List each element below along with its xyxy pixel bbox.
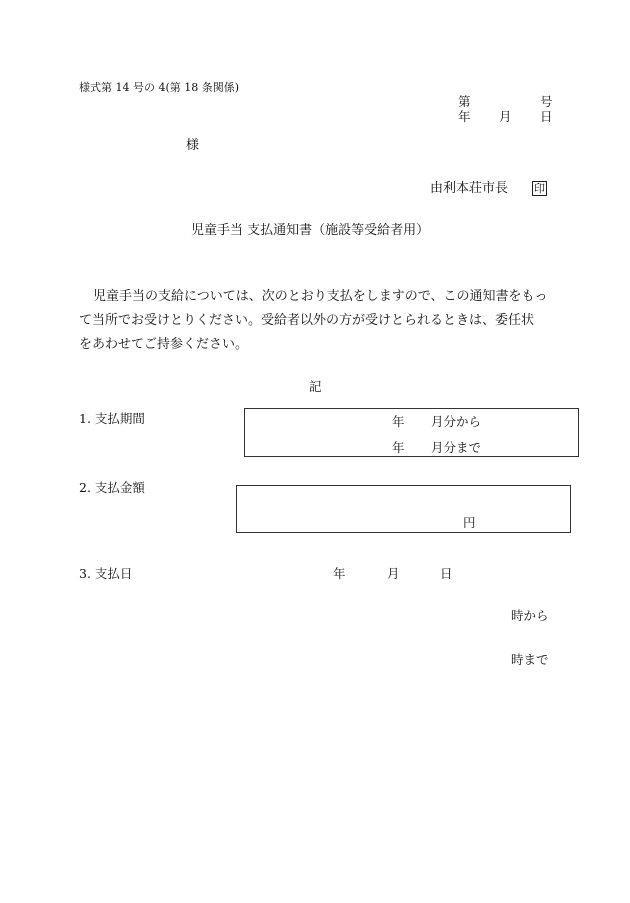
amount-unit: 円: [463, 515, 476, 530]
document-title: 児童手当 支払通知書（施設等受給者用）: [191, 223, 430, 238]
seal-mark: 印: [534, 182, 546, 195]
form-reference: 様式第 14 号の 4(第 18 条関係): [79, 81, 240, 94]
period-from-year: 年: [392, 414, 405, 429]
issue-date-month: 月: [499, 109, 512, 124]
payment-date-year: 年: [333, 566, 346, 581]
time-from: 時から: [511, 608, 549, 623]
payment-date-month: 月: [387, 566, 400, 581]
body-line-3: をあわせてご持参ください。: [79, 337, 249, 352]
ki-heading: 記: [309, 379, 322, 394]
period-from-month: 月分から: [431, 414, 482, 429]
addressee-honorific: 様: [186, 138, 200, 153]
payment-period-box: [244, 408, 579, 457]
period-to-month: 月分まで: [431, 440, 482, 455]
document-number-prefix: 第: [458, 94, 471, 109]
payment-amount-box: [236, 485, 571, 533]
payment-date-label: 3. 支払日: [79, 566, 133, 581]
period-to-year: 年: [392, 440, 405, 455]
payment-date-day: 日: [440, 566, 453, 581]
document-number-suffix: 号: [540, 94, 553, 109]
payment-period-label: 1. 支払期間: [79, 411, 145, 426]
issue-date-day: 日: [540, 109, 553, 124]
issuer-block: [430, 177, 547, 196]
issuer-name: 由利本荘市長: [430, 181, 509, 196]
issue-date-year: 年: [458, 109, 471, 124]
payment-amount-label: 2. 支払金額: [79, 480, 145, 495]
body-line-2: て当所でお受けとりください。受給者以外の方が受けとられるときは、委任状: [79, 313, 535, 328]
body-line-1: 児童手当の支給については、次のとおり支払をしますので、この通知書をもっ: [93, 289, 548, 304]
time-to: 時まで: [511, 652, 549, 667]
